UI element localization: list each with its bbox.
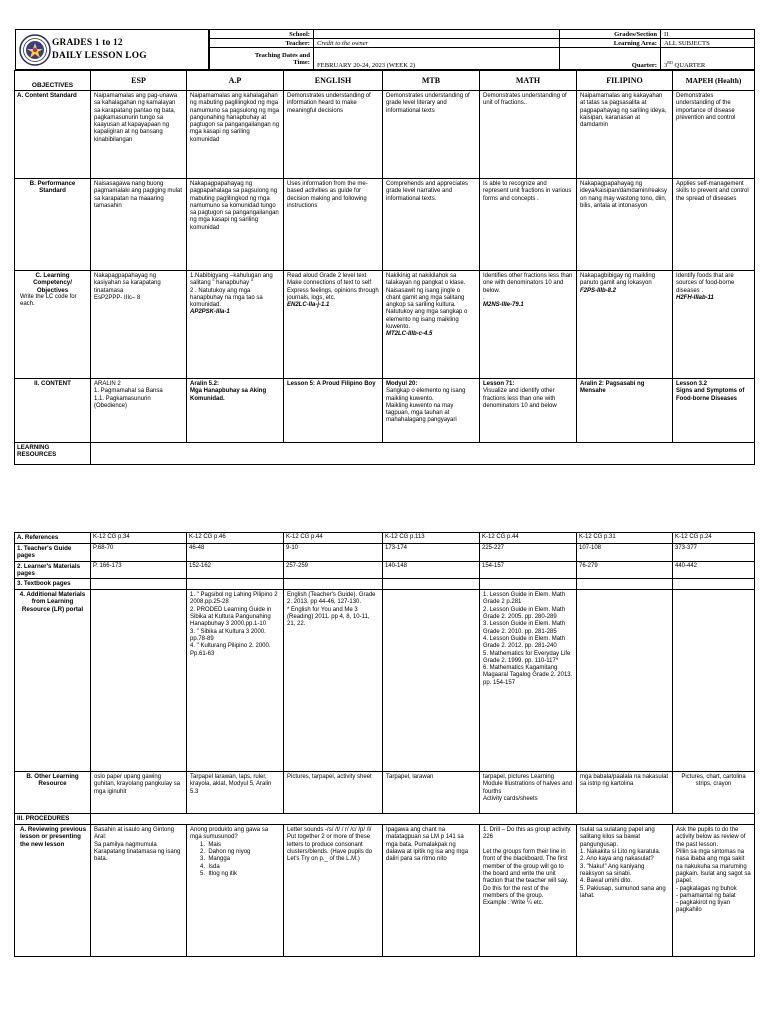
objectives-label: OBJECTIVES bbox=[15, 71, 91, 91]
learning-resources-cell bbox=[91, 443, 755, 465]
teachers-guide-mapeh: 373-377 bbox=[673, 544, 755, 562]
competency-label-cell bbox=[15, 271, 91, 379]
competency-filipino bbox=[577, 271, 673, 379]
textbook-esp bbox=[91, 579, 187, 590]
area-label: Learning Area: bbox=[560, 39, 661, 48]
learning-resources-label: LEARNING RESOURCES bbox=[15, 443, 91, 465]
subject-english: ENGLISH bbox=[284, 71, 383, 91]
additional-materials-mtb bbox=[383, 590, 480, 772]
additional-materials-ap: 1. " Pagsibol ng Lahing Pilipino 2 2008.pp.25-28 2. PRODED Learning Guide in Sibika at Kultura Pangunahing Hanapbuhay 3 2000.pp.1-10 3. " Sibika at Kultura 3 2000. pp.78-89 4. " Kulturang Pilipino 2. 2000. Pp.61-63 bbox=[187, 590, 284, 772]
competency-ap bbox=[187, 271, 284, 379]
teacher-label: Teacher: bbox=[210, 39, 314, 48]
review-english: Letter sounds -/s/ /t/ / r/ /c/ /p/ /l/ Put together 2 or more of these letters to produce consonant clusters/blends. (Have pupils do Let's Try on p._ of the L.M.) bbox=[284, 825, 383, 957]
competency-note: Write the LC code for each. bbox=[20, 293, 77, 308]
textbook-filipino bbox=[577, 579, 673, 590]
performance-standard-esp: Naisasagawa nang buong pagmamalaki ang pagiging mulat sa karapatan na maaaring tamasahin bbox=[91, 179, 187, 271]
textbook-math bbox=[480, 579, 577, 590]
other-resources-mtb: Tarpapel, larawan bbox=[383, 772, 480, 814]
review-ap-item-2: 2. Dahon ng niyog bbox=[200, 849, 251, 856]
teachers-guide-filipino: 107-108 bbox=[577, 544, 673, 562]
review-mapeh: Ask the pupils to do the activity below as review of the past lesson. Piliin sa mga sintomas na nasa ibaba ang mga sakit na nakukuha sa maruming pagkain. Isulat ang sagot sa papel. - pagkalagas ng buhok - pamamantal ng balat - pagkakirot ng tiyan pagkahilo bbox=[673, 825, 755, 957]
additional-materials-english: English (Teacher's Guide). Grade 2. 2013. pp 44-46, 127-130. * English for You and Me 3 (Reading) 2011. pp 4, 8, 10-11, 21, 22. bbox=[284, 590, 383, 772]
content-esp bbox=[91, 379, 187, 443]
textbook-mtb bbox=[383, 579, 480, 590]
teachers-guide-mtb: 173-174 bbox=[383, 544, 480, 562]
learners-materials-english: 257-259 bbox=[284, 561, 383, 579]
header-info-table bbox=[209, 29, 755, 70]
content-ap bbox=[187, 379, 284, 443]
quarter-label: Quarter: bbox=[560, 48, 661, 70]
teachers-guide-esp: P.68-70 bbox=[91, 544, 187, 562]
grade-value: II bbox=[661, 30, 755, 39]
competency-english-code: EN2LC-IIa-j-1.1 bbox=[287, 302, 330, 309]
review-ap-intro: Anong produkto ang gawa sa mga sumusunod? bbox=[190, 827, 269, 841]
competency-ap-code: AP2PSK-IIIa-1 bbox=[190, 309, 230, 316]
deped-seal-icon bbox=[19, 34, 51, 66]
competency-esp-text: Nakapagpapahayag ng kasiyahan sa karapatang tinatamasa bbox=[94, 273, 161, 294]
content-mapeh-text: Signs and Symptoms of Food-borne Diseases bbox=[676, 388, 745, 402]
competency-esp-code: EsP2PPP- IIIc– 8 bbox=[94, 294, 141, 301]
teachers-guide-label: 1. Teacher's Guide pages bbox=[15, 544, 91, 562]
content-mtb bbox=[383, 379, 480, 443]
other-resources-esp: oslo paper upang gawing guhitan, krayolang pangkulay sa mga iginuhit bbox=[91, 772, 187, 814]
quarter-value bbox=[661, 48, 755, 70]
learners-materials-mapeh: 440-442 bbox=[673, 561, 755, 579]
dates-label bbox=[210, 48, 314, 70]
competency-math-code: M2NS-IIIe-79.1 bbox=[483, 302, 524, 309]
dll-title-line2: DAILY LESSON LOG bbox=[52, 51, 147, 61]
competency-math-text: Identifies other fractions less than one with denominators 10 and below. . bbox=[483, 273, 573, 301]
school-value bbox=[314, 30, 560, 39]
competency-mapeh-text: Identify foods that are sources of food-borne diseases . bbox=[676, 273, 735, 294]
school-label: School: bbox=[210, 30, 314, 39]
references-ap: K-12 CG p.46 bbox=[187, 533, 284, 544]
content-mapeh bbox=[673, 379, 755, 443]
references-esp: K-12 CG p.34 bbox=[91, 533, 187, 544]
performance-standard-mtb: Comprehends and appreciates grade level narrative and informational texts. bbox=[383, 179, 480, 271]
content-filipino: Aralin 2: Pagsasabi ng Mensahe bbox=[577, 379, 673, 443]
dates-label-line1: Teaching Dates and bbox=[254, 51, 310, 59]
teachers-guide-math: 225-227 bbox=[480, 544, 577, 562]
content-mtb-text: Sangkap o elemento ng isang maikling kuwento. Maikling kuwento na may tagpuan, mga tauhan at mahahalagang pangyayari bbox=[386, 388, 466, 424]
competency-math bbox=[480, 271, 577, 379]
content-math-title: Lesson 71: bbox=[483, 381, 515, 387]
additional-materials-math: 1. Lesson Guide in Elem. Math Grade 2 p.281 2. Lesson Guide in Elem. Math Grade 2. 2005. pp. 280-289 3. Lesson Guide in Elem. Math Grade 2. 2010. pp. 281-285 4. Lesson Guide in Elem. Math Grade 2. 2012. pp. 281-240 5. Mathematics for Everyday Life Grade 2. 1999. pp. 110-117* 6. Mathematics Kagamitang Magaaral Tagalog Grade 2. 2013. pp. 154-157 bbox=[480, 590, 577, 772]
subject-mapeh: MAPEH (Health) bbox=[673, 71, 755, 91]
references-mapeh: K-12 CG p.24 bbox=[673, 533, 755, 544]
upper-lesson-table bbox=[14, 70, 755, 465]
other-resources-filipino: mga babala/paalala na nakasulat sa istrip ng kartolina bbox=[577, 772, 673, 814]
content-english: Lesson 5: A Proud Filipino Boy bbox=[284, 379, 383, 443]
additional-materials-esp bbox=[91, 590, 187, 772]
subject-filipino: FILIPINO bbox=[577, 71, 673, 91]
procedures-cell bbox=[91, 814, 755, 825]
other-resources-ap: Tarpapel larawan, laps, ruler, krayola, aklat, Modyul 5, Aralin 5.3 bbox=[187, 772, 284, 814]
review-math: 1. Drill – Do this as group activity. 226 Let the groups form their line in front of the blackboard. The first member of the group will go to the board and write the unit fraction that the teacher will say. Do this for the rest of the members of the group. Example : Write ¼ etc. bbox=[480, 825, 577, 957]
learners-materials-mtb: 140-148 bbox=[383, 561, 480, 579]
content-math bbox=[480, 379, 577, 443]
teacher-value: Credit to the owner bbox=[314, 39, 560, 48]
quarter-rest: QUARTER bbox=[672, 62, 706, 69]
subject-mtb: MTB bbox=[383, 71, 480, 91]
other-resources-mapeh: Pictures, chart, cartolina strips, crayon bbox=[673, 772, 755, 814]
textbook-mapeh bbox=[673, 579, 755, 590]
quarter-num: 3 bbox=[664, 62, 668, 69]
competency-filipino-text: Nakapagbibigay ng maikling panuto gamit ang lokasyon bbox=[580, 273, 656, 287]
content-standard-mapeh: Demonstrates understanding of the importance of disease prevention and control bbox=[673, 91, 755, 179]
textbook-ap bbox=[187, 579, 284, 590]
content-label: II. CONTENT bbox=[15, 379, 91, 443]
lower-lesson-table bbox=[14, 532, 755, 957]
procedures-label: III. PROCEDURES bbox=[15, 814, 91, 825]
content-standard-filipino: Naipamamalas ang kakayahan at tatas sa pagsasalita at pagpapahayag ng sariling ideya, kaisipan, karanasan at damdamin bbox=[577, 91, 673, 179]
learners-materials-label: 2. Learner's Materials pages bbox=[15, 561, 91, 579]
references-english: K-12 CG p.44 bbox=[284, 533, 383, 544]
review-ap bbox=[187, 825, 284, 957]
content-ap-title: Aralin 5.2: bbox=[190, 381, 220, 387]
content-mtb-title: Modyul 20: bbox=[386, 381, 418, 387]
subject-esp: ESP bbox=[91, 71, 187, 91]
content-esp-text: 1. Pagmamahal sa Bansa 1.1. Pagkamasunurin (Obedience) bbox=[94, 388, 163, 409]
review-ap-item-4-text: Isda bbox=[208, 863, 220, 870]
additional-materials-mapeh bbox=[673, 590, 755, 772]
other-resources-label: B. Other Learning Resource bbox=[15, 772, 91, 814]
review-ap-item-4: 4. Isda bbox=[200, 863, 220, 870]
other-resources-math: tarpapel, pictures Learning Module Illustrations of halves and fourths Activity cards/sheets bbox=[480, 772, 577, 814]
performance-standard-math: Is able to recognize and represent unit fractions in various forms and concepts . bbox=[480, 179, 577, 271]
teachers-guide-ap: 46-48 bbox=[187, 544, 284, 562]
additional-materials-label: 4. Additional Materials from Learning Resource (LR) portal bbox=[15, 590, 91, 772]
dll-title-line1: GRADES 1 to 12 bbox=[52, 38, 123, 48]
content-standard-english: Demonstrates understanding of information heard to make meaningful decisions bbox=[284, 91, 383, 179]
content-standard-label: A. Content Standard bbox=[15, 91, 91, 179]
performance-standard-label: B. Performance Standard bbox=[15, 179, 91, 271]
content-math-text: Visualize and identify other fractions less than one with denominators 10 and below bbox=[483, 388, 557, 409]
competency-ap-text: 1.Nabibigyang –kahulugan ang salitang " hanapbuhay " 2 . Natutukoy ang mga hanapbuhay na mga tao sa komunidad. bbox=[190, 273, 273, 309]
review-ap-item-3-text: Mangga bbox=[208, 856, 231, 863]
review-mtb: Ipagawa ang chant na matatagpuan sa LM p 141 sa mga bata. Pumalakpak ng dalawa at ipitik ng isa ang mga daliri para sa ritmo nito bbox=[383, 825, 480, 957]
competency-english bbox=[284, 271, 383, 379]
competency-mtb-code: MT2LC-IIIb-c-4.5 bbox=[386, 331, 433, 338]
performance-standard-ap: Nakapagpapahayag ng pagpapahalaga sa pagsulong ng mabuting paglilingkod ng mga namumuno sa komunidad tungo sa pagtugon sa pangangailangan ng mga kasapi ng sariling komunidad bbox=[187, 179, 284, 271]
additional-materials-filipino bbox=[577, 590, 673, 772]
review-ap-item-5: 5. Itlog ng itik bbox=[200, 870, 238, 877]
content-standard-mtb: Demonstrates understanding of grade level literary and informational texts bbox=[383, 91, 480, 179]
performance-standard-english: Uses information from the me-based activities as guide for decision making and following instructions bbox=[284, 179, 383, 271]
content-standard-math: Demonstrates understanding of unit of fractions.. bbox=[480, 91, 577, 179]
learners-materials-ap: 152-162 bbox=[187, 561, 284, 579]
dll-title-box bbox=[15, 29, 209, 70]
references-math: K-12 CG p.44 bbox=[480, 533, 577, 544]
dates-label-line2: Time: bbox=[293, 58, 310, 66]
dates-value: FEBRUARY 20-24, 2023 (WEEK 2) bbox=[314, 48, 560, 70]
quarter-sup: RD bbox=[667, 59, 673, 65]
competency-mapeh-code: H2FH-IIIab-11 bbox=[676, 294, 714, 301]
learners-materials-esp: P. 166-173 bbox=[91, 561, 187, 579]
content-standard-ap: Naipamamalas ang kahalagahan ng mabuting paglilingkod ng mga namumuno sa pagsulong ng mga pangunahing hanapbuhay at pagtugon sa pangangailangan ng mga kasapi ng sariling komunidad bbox=[187, 91, 284, 179]
content-ap-text: Mga Hanapbuhay sa Aking Komunidad. bbox=[190, 388, 267, 402]
area-value: ALL SUBJECTS bbox=[661, 39, 755, 48]
subject-math: MATH bbox=[480, 71, 577, 91]
learners-materials-math: 154-157 bbox=[480, 561, 577, 579]
content-standard-esp: Naipamamalas ang pag-unawa sa kahalagahan ng kamalayan sa karapatang pantao ng bata, pagkamasunurin tungo sa kaayusan at kapayapaan ng kapaligiran at ng bansang kinabibilangan bbox=[91, 91, 187, 179]
grade-label: Grades/Section bbox=[560, 30, 661, 39]
review-ap-item-5-text: Itlog ng itik bbox=[208, 870, 238, 877]
review-label: A. Reviewing previous lesson or presenting the new lesson bbox=[15, 825, 91, 957]
textbook-label: 3. Textbook pages bbox=[15, 579, 91, 590]
competency-label: C. Learning Competency/ Objectives bbox=[33, 272, 72, 294]
competency-mtb bbox=[383, 271, 480, 379]
textbook-english bbox=[284, 579, 383, 590]
review-ap-item-1: 1. Mais bbox=[200, 841, 222, 848]
content-esp-title: ARALIN 2 bbox=[94, 381, 121, 387]
performance-standard-filipino: Nakapagpapahayag ng ideya/kaisipan/damdamin/reaksyon nang may wastong tono, diin, bilis, antala at intonasyon bbox=[577, 179, 673, 271]
competency-mtb-text: Nakikinig at nakikilahok sa talakayan ng pangkat o klase. Naisasawit ng isang jingle o chant gamit ang mga salitang angkop sa sariling kultura. Natutukoy ang mga sangkap o elemento ng isang maikling kuwento. bbox=[386, 273, 468, 331]
other-resources-english: Pictures, tarpapel, activity sheet bbox=[284, 772, 383, 814]
subject-ap: A.P bbox=[187, 71, 284, 91]
references-filipino: K-12 CG p.31 bbox=[577, 533, 673, 544]
teachers-guide-english: 9-10 bbox=[284, 544, 383, 562]
competency-english-text: Read aloud Grade 2 level text Make connections of text to self Express feelings, opinions through journals, logs, etc. bbox=[287, 273, 379, 301]
content-mapeh-title: Lesson 3.2 bbox=[676, 381, 708, 387]
learners-materials-filipino: 76-279 bbox=[577, 561, 673, 579]
competency-filipino-code: F2PS-IIIb-8.2 bbox=[580, 287, 617, 294]
review-ap-item-1-text: Mais bbox=[208, 841, 222, 848]
competency-mapeh bbox=[673, 271, 755, 379]
competency-esp bbox=[91, 271, 187, 379]
review-ap-item-2-text: Dahon ng niyog bbox=[208, 849, 251, 856]
references-mtb: K-12 CG p.113 bbox=[383, 533, 480, 544]
performance-standard-mapeh: Applies self-management skills to prevent and control the spread of diseases bbox=[673, 179, 755, 271]
review-esp: Basahin at isaulo ang Gintong Aral: Sa pamilya nagmumula Karapatang tinatamasa ng isang bata. bbox=[91, 825, 187, 957]
references-label: A. References bbox=[15, 533, 91, 544]
review-ap-item-3: 3. Mangga bbox=[200, 856, 231, 863]
review-filipino: Isulat sa sulatang papel ang salitang kilos sa bawat pangungusap. 1. Nakakita si Lito ng karatula. 2. Ano kaya ang nakasulat? 3. "Naku!" Ang kaniyang reaksyon sa sinabi. 4. Bawal umihi dito. 5. Pakiusap, sumunod sana ang lahat. bbox=[577, 825, 673, 957]
